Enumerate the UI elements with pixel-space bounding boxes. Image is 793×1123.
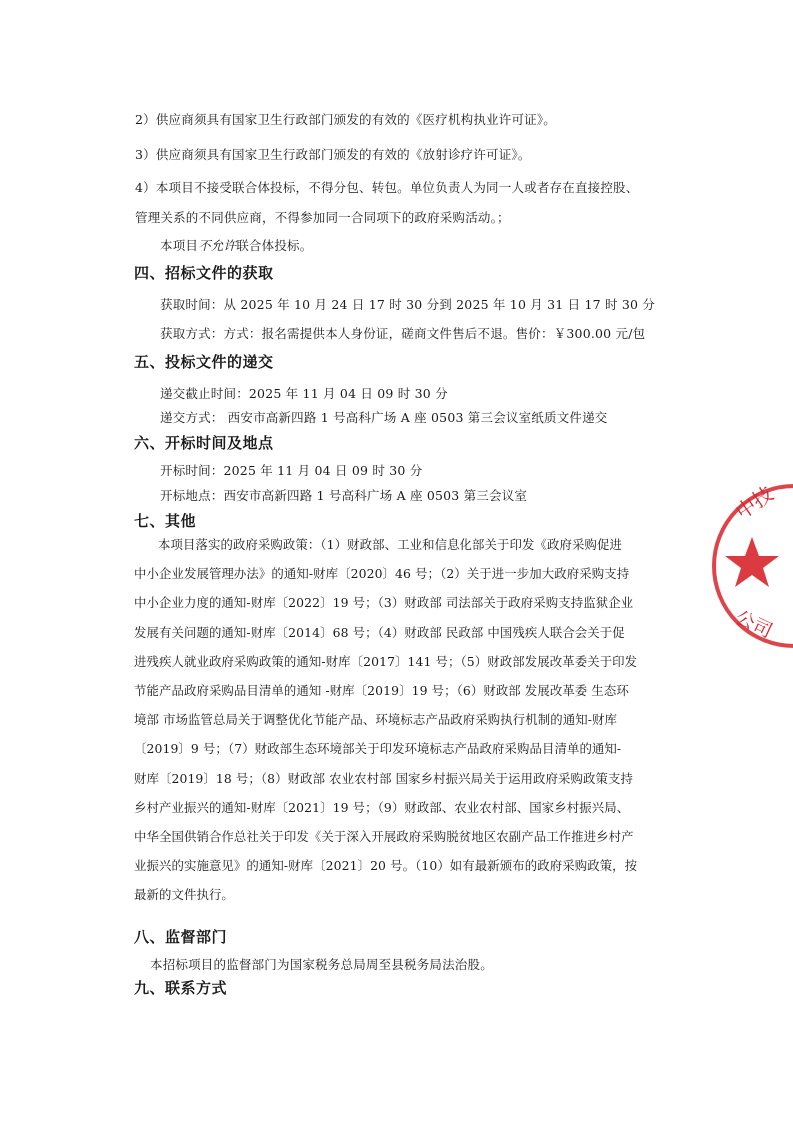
consortium-emphasis: 不允许 [198,238,237,253]
policy-line: 进残疾人就业政府采购政策的通知-财库〔2017〕141 号；（5）财政部发展改革委关于印发 [134,653,638,669]
seal-text-bottom: 公司 [731,606,776,643]
opening-time: 开标时间：2025 年 11 月 04 日 09 时 30 分 [160,463,423,478]
policy-line: 中华全国供销合作总社关于印发《关于深入开展政府采购脱贫地区农副产品工作推进乡村产 [134,829,634,845]
consortium-prefix: 本项目 [160,238,199,253]
policy-line: 中小企业力度的通知-财库〔2022〕19 号；（3）财政部 司法部关于政府采购支持监狱企业 [134,595,634,611]
policy-line: 本项目落实的政府采购政策：（1）财政部、工业和信息化部关于印发《政府采购促进 [158,537,622,552]
company-seal [712,482,793,652]
requirement-4-line1: 4）本项目不接受联合体投标，不得分包、转包。单位负责人为同一人或者存在直接控股、 [135,180,639,195]
policy-line: 发展有关问题的通知-财库〔2014〕68 号；（4）财政部 民政部 中国残疾人联合会关于促 [134,624,625,640]
consortium-suffix: 联合体投标。 [236,238,313,253]
policy-line: 〔2019〕9 号；（7）财政部生态环境部关于印发环境标志产品政府采购品目清单的通知- [134,741,622,757]
policy-line: 财库〔2019〕18 号；（8）财政部 农业农村部 国家乡村振兴局关于运用政府采购政策支持 [134,770,633,786]
policy-line: 乡村产业振兴的通知-财库〔2021〕19 号；（9）财政部、农业农村部、国家乡村振兴局、 [134,799,630,815]
requirement-4-line2: 管理关系的不同供应商，不得参加同一合同项下的政府采购活动。； [135,210,510,225]
consortium-note [160,236,312,254]
section-5-heading: 五、投标文件的递交 [134,353,274,371]
policy-line: 业振兴的实施意见》的通知-财库〔2021〕20 号。（10）如有最新颁布的政府采购政策，按 [134,858,638,874]
policy-line: 境部 市场监管总局关于调整优化节能产品、环境标志产品政府采购执行机制的通知-财库 [134,712,617,728]
policy-paragraph [134,530,666,910]
seal-star-icon [725,537,779,587]
requirement-2: 2）供应商须具有国家卫生行政部门颁发的有效的《医疗机构执业许可证》。 [135,112,557,127]
supervision-text: 本招标项目的监督部门为国家税务总局周至县税务局法治股。 [150,957,493,972]
section-8-heading: 八、监督部门 [134,928,228,946]
policy-line: 最新的文件执行。 [134,887,234,903]
submission-method: 递交方式： 西安市高新四路 1 号高科广场 A 座 0503 第三会议室纸质文件递交 [160,410,608,425]
section-4-heading: 四、招标文件的获取 [134,264,274,282]
opening-place: 开标地点：西安市高新四路 1 号高科广场 A 座 0503 第三会议室 [160,488,528,503]
acquisition-time: 获取时间：从 2025 年 10 月 24 日 17 时 30 分到 2025 年 10 月 31 日 17 时 30 分 [160,297,656,312]
policy-line: 节能产品政府采购品目清单的通知 -财库〔2019〕19 号；（6）财政部 发展改革委 生态环 [134,683,629,699]
section-7-heading: 七、其他 [134,512,197,530]
acquisition-method: 获取方式：方式：报名需提供本人身份证，磋商文件售后不退。售价：￥300.00 元/包 [160,326,646,341]
submission-deadline: 递交截止时间：2025 年 11 月 04 日 09 时 30 分 [160,386,448,401]
section-6-heading: 六、开标时间及地点 [134,434,274,452]
seal-text-top: 中技 [731,481,778,525]
policy-line: 中小企业发展管理办法》的通知-财库〔2020〕46 号；（2）关于进一步加大政府采购支持 [134,566,630,582]
requirement-3: 3）供应商须具有国家卫生行政部门颁发的有效的《放射诊疗许可证》。 [135,147,531,162]
section-9-heading: 九、联系方式 [134,979,228,997]
